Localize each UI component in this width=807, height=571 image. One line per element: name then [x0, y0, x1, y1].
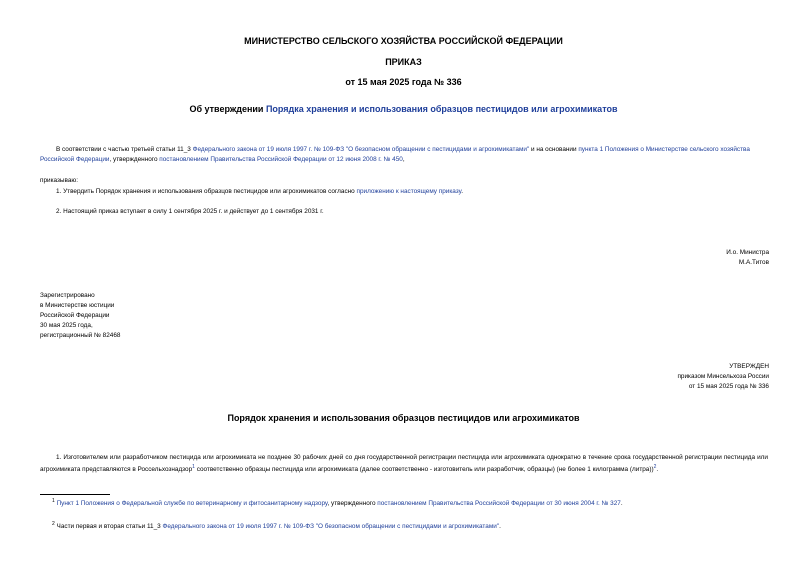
preamble-text-3: , утвержденного — [109, 156, 160, 163]
preamble-text-4: , — [402, 156, 405, 163]
preamble-text-2: и на основании — [529, 146, 579, 153]
approval-line-3: от 15 мая 2025 года № 336 — [688, 383, 769, 390]
prikazyvayu: приказываю: — [40, 177, 78, 184]
order-item-2: 2. Настоящий приказ вступает в силу 1 сентября 2025 г. и действует до 1 сентября 2031 г. — [56, 208, 324, 215]
footnote-2-end: . — [499, 523, 501, 530]
doc-type: ПРИКАЗ — [385, 57, 422, 67]
footnote-2-law-link[interactable]: Федерального закона от 19 июля 1997 г. № 109-ФЗ "О безопасном обращении с пестицидами и агрохимикатами" — [162, 523, 500, 530]
footnote-1 — [52, 499, 768, 509]
registration-block — [40, 291, 120, 341]
registration-line-5: регистрационный № 82468 — [40, 332, 121, 339]
footnote-1-link-decree[interactable]: постановлением Правительства Российской Федерации от 30 июня 2004 г. № 327 — [377, 500, 621, 507]
order-title — [0, 104, 807, 114]
footnote-1-mark: 1 — [52, 497, 55, 504]
appendix-link[interactable]: приложению к настоящему приказу — [356, 188, 462, 195]
registration-line-4: 30 мая 2025 года, — [40, 322, 93, 329]
procedure-text-a: 1. Изготовителем или разработчиком пестицида или агрохимиката не позднее 30 рабочих дней со дня государственной регистрации пестицида или агрохимиката однократно в течение срока государственной регистрации пестицида или агрохимиката представляются в Россельхознадзор — [40, 454, 768, 473]
ministry-heading: МИНИСТЕРСТВО СЕЛЬСКОГО ХОЗЯЙСТВА РОССИЙСКОЙ ФЕДЕРАЦИИ — [244, 36, 563, 46]
signatory-position: И.о. Министра — [726, 249, 769, 256]
order-date-number: от 15 мая 2025 года № 336 — [345, 77, 462, 87]
approval-line-1: УТВЕРЖДЕН — [729, 363, 769, 370]
registration-line-1: Зарегистрировано — [40, 292, 95, 299]
procedure-paragraph-1 — [40, 452, 768, 475]
order-title-link[interactable]: Порядка хранения и использования образцов пестицидов или агрохимикатов — [265, 104, 618, 114]
registration-line-2: в Министерстве юстиции — [40, 302, 115, 309]
government-decree-link[interactable]: постановлением Правительства Российской Федерации от 12 июня 2008 г. № 450 — [159, 156, 403, 163]
procedure-text-b: соответственно образцы пестицида или агрохимиката (далее соответственно - изготовитель или разработчик, образцы) (не более 1 килограмма (литра)) — [194, 465, 654, 473]
procedure-text-c: . — [656, 465, 659, 473]
ministry-regulation-link[interactable]: пункта 1 Положения о Министерстве сельского хозяйства Российской Федерации — [40, 146, 750, 163]
order-title-prefix: Об утверждении — [189, 104, 266, 114]
approval-line-2: приказом Минсельхоза России — [677, 373, 769, 380]
approval-block — [529, 362, 769, 392]
signatory-name: М.А.Титов — [738, 259, 769, 266]
registration-line-3: Российской Федерации — [40, 312, 110, 319]
preamble-text-1: В соответствии с частью третьей статьи 11_3 — [56, 146, 193, 153]
preamble-paragraph — [40, 145, 770, 165]
footnote-1-link-regulation[interactable]: Пункт 1 Положения о Федеральной службе по ветеринарному и фитосанитарному надзору — [56, 500, 328, 507]
order-item-1-end: . — [461, 188, 463, 195]
footnote-ref-2[interactable]: 2 — [653, 463, 657, 470]
footnote-1-mid: , утвержденного — [327, 500, 378, 507]
procedure-title: Порядок хранения и использования образцов пестицидов или агрохимикатов — [227, 413, 580, 423]
footnote-2 — [52, 522, 768, 532]
footnote-2-mark: 2 — [52, 520, 55, 527]
footnote-separator — [40, 494, 110, 495]
federal-law-link[interactable]: Федерального закона от 19 июля 1997 г. № 109-ФЗ "О безопасном обращении с пестицидами и агрохимикатами" — [192, 146, 530, 153]
order-item-1-text: 1. Утвердить Порядок хранения и использования образцов пестицидов или агрохимикатов согласно — [56, 188, 357, 195]
order-item-1 — [56, 187, 770, 197]
footnote-2-text: Части первая и вторая статьи 11_3 — [54, 523, 163, 530]
footnote-ref-1[interactable]: 1 — [192, 463, 195, 470]
footnote-1-end: . — [620, 500, 623, 507]
